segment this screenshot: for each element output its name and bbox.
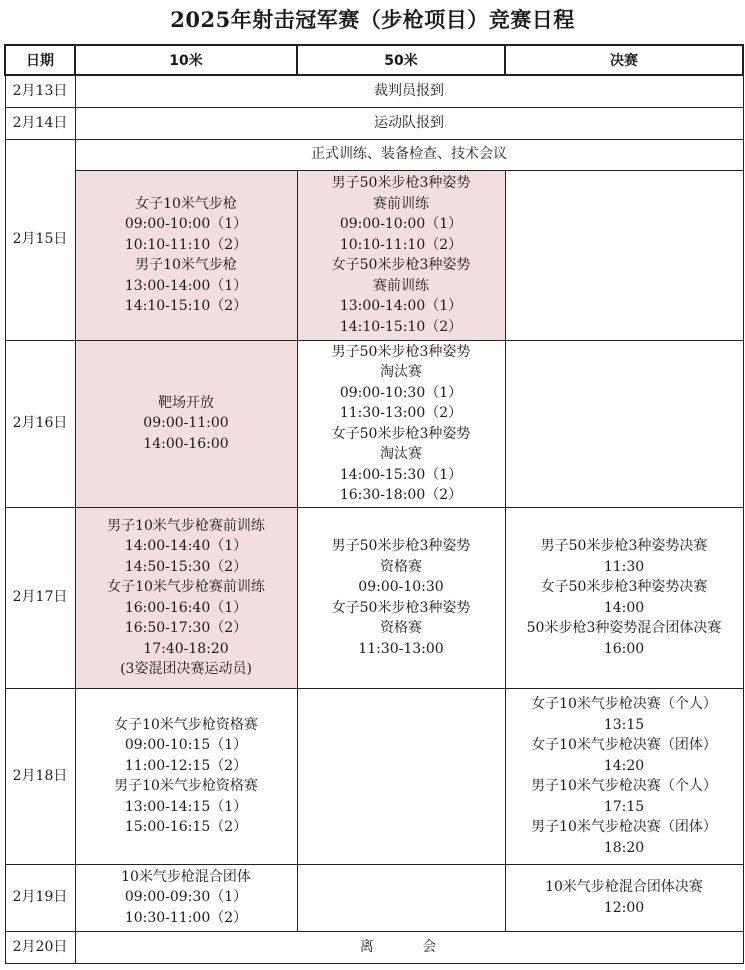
schedule-line: (3姿混团决赛运动员) — [120, 661, 252, 677]
header-date: 日期 — [5, 45, 75, 75]
cell-50m — [297, 340, 505, 507]
schedule-line: 14:00-15:30（1） — [339, 466, 463, 483]
cell-10m — [75, 170, 297, 340]
schedule-line: 资格赛 — [380, 620, 422, 636]
schedule-line: 11:00-12:15（2） — [124, 757, 248, 774]
row-feb15-top — [5, 139, 743, 170]
schedule-line: 14:10-15:10（2） — [339, 318, 463, 335]
schedule-line: 09:00-10:30（1） — [339, 384, 463, 401]
schedule-line: 男子10米气步枪决赛（团体） — [531, 819, 717, 835]
row-feb16 — [5, 340, 743, 507]
schedule-line: 10:30-11:00（2） — [124, 909, 248, 926]
date-cell: 2月17日 — [5, 507, 75, 688]
schedule-line: 女子50米步枪3种姿势 — [331, 425, 471, 442]
schedule-line: 男子50米步枪3种姿势 — [331, 175, 471, 191]
schedule-line: 10:10-11:10（2） — [339, 236, 463, 253]
date-cell: 2月13日 — [5, 75, 75, 107]
date-cell: 2月18日 — [5, 688, 75, 864]
cell-50m — [297, 507, 505, 688]
schedule-line: 10:10-11:10（2） — [124, 236, 248, 253]
schedule-line: 13:00-14:15（1） — [124, 798, 248, 815]
schedule-line: 14:00-16:00 — [143, 435, 229, 452]
schedule-line: 16:50-17:30（2） — [124, 620, 248, 636]
schedule-line: 女子50米步枪3种姿势决赛 — [540, 579, 708, 595]
schedule-line: 赛前训练 — [373, 195, 429, 212]
page-title: 2025年射击冠军赛（步枪项目）竞赛日程 — [170, 7, 575, 32]
schedule-line: 15:00-16:15（2） — [124, 819, 248, 835]
schedule-line: 男子50米步枪3种姿势 — [331, 343, 471, 360]
cell-50m-empty — [297, 688, 505, 864]
schedule-line: 11:30-13:00（2） — [339, 405, 463, 421]
schedule-line: 靶场开放 — [158, 394, 214, 411]
row-feb20 — [5, 931, 743, 963]
cell-final — [505, 864, 743, 931]
row-feb14 — [5, 107, 743, 139]
schedule-line: 女子50米步枪3种姿势 — [331, 599, 471, 616]
schedule-line: 09:00-10:15（1） — [124, 737, 248, 753]
schedule-line: 女子10米气步枪 — [135, 195, 237, 212]
schedule-line: 男子50米步枪3种姿势 — [331, 538, 471, 554]
schedule-line: 男子10米气步枪资格赛 — [114, 778, 258, 794]
cell-10m — [75, 864, 297, 931]
schedule-line: 淘汰赛 — [380, 364, 422, 380]
schedule-line: 16:00 — [603, 640, 645, 657]
schedule-line: 10米气步枪混合团体决赛 — [545, 879, 703, 895]
schedule-line: 14:50-15:30（2） — [124, 558, 248, 575]
schedule-line: 14:00 — [603, 599, 645, 616]
schedule-line: 11:30-13:00 — [358, 640, 444, 657]
schedule-line: 男子10米气步枪赛前训练 — [107, 517, 265, 534]
header-row — [5, 45, 743, 75]
schedule-line: 17:15 — [603, 798, 645, 815]
schedule-line: 09:00-10:30 — [358, 579, 444, 595]
span-cell: 裁判员报到 — [75, 75, 743, 107]
schedule-line: 女子10米气步枪决赛（个人） — [531, 696, 717, 712]
cell-final — [505, 688, 743, 864]
schedule-line: 13:15 — [603, 716, 645, 733]
date-cell: 2月16日 — [5, 340, 75, 507]
schedule-line: 14:20 — [603, 757, 645, 774]
schedule-line: 50米步枪3种姿势混合团体决赛 — [526, 620, 722, 636]
schedule-line: 淘汰赛 — [380, 446, 422, 462]
header-50m: 50米 — [297, 45, 505, 75]
schedule-line: 10米气步枪混合团体 — [121, 868, 251, 885]
schedule-line: 女子10米气步枪决赛（团体） — [531, 737, 717, 753]
schedule-line: 女子50米步枪3种姿势 — [331, 257, 471, 273]
schedule-line: 14:00-14:40（1） — [124, 538, 248, 554]
schedule-line: 男子10米气步枪决赛（个人） — [531, 778, 717, 794]
cell-10m — [75, 688, 297, 864]
schedule-line: 赛前训练 — [373, 277, 429, 294]
row-feb15 — [5, 170, 743, 340]
date-cell: 2月14日 — [5, 107, 75, 139]
schedule-line: 资格赛 — [380, 558, 422, 575]
schedule-line: 14:10-15:10（2） — [124, 298, 248, 314]
schedule-line: 13:00-14:00（1） — [124, 277, 248, 294]
schedule-table — [4, 44, 744, 964]
date-cell: 2月15日 — [5, 139, 75, 340]
schedule-line: 女子10米气步枪赛前训练 — [107, 579, 265, 595]
schedule-line: 18:20 — [603, 839, 645, 856]
schedule-line: 09:00-10:00（1） — [124, 216, 248, 232]
schedule-line: 16:00-16:40（1） — [124, 599, 248, 616]
schedule-line: 男子50米步枪3种姿势决赛 — [540, 538, 708, 554]
schedule-line: 09:00-10:00（1） — [339, 216, 463, 232]
row-feb13 — [5, 75, 743, 107]
cell-final — [505, 507, 743, 688]
schedule-line: 12:00 — [603, 899, 645, 916]
schedule-line: 16:30-18:00（2） — [339, 487, 463, 503]
schedule-line: 11:30 — [603, 558, 645, 575]
schedule-line: 女子10米气步枪资格赛 — [114, 716, 258, 733]
span-cell: 离 会 — [75, 931, 743, 963]
span-cell: 运动队报到 — [75, 107, 743, 139]
cell-final-empty — [505, 340, 743, 507]
cell-50m-empty — [297, 864, 505, 931]
schedule-line: 09:00-11:00 — [143, 415, 229, 432]
date-cell: 2月20日 — [5, 931, 75, 963]
cell-50m — [297, 170, 505, 340]
header-final: 决赛 — [505, 45, 743, 75]
span-cell: 正式训练、装备检查、技术会议 — [75, 139, 743, 170]
row-feb17 — [5, 507, 743, 688]
schedule-line: 17:40-18:20 — [143, 640, 229, 657]
cell-10m — [75, 340, 297, 507]
schedule-line: 男子10米气步枪 — [135, 257, 237, 273]
schedule-line: 09:00-09:30（1） — [124, 889, 248, 906]
row-feb18 — [5, 688, 743, 864]
row-feb19 — [5, 864, 743, 931]
cell-final-empty — [505, 170, 743, 340]
date-cell: 2月19日 — [5, 864, 75, 931]
cell-10m — [75, 507, 297, 688]
schedule-line: 13:00-14:00（1） — [339, 298, 463, 314]
header-10m: 10米 — [75, 45, 297, 75]
